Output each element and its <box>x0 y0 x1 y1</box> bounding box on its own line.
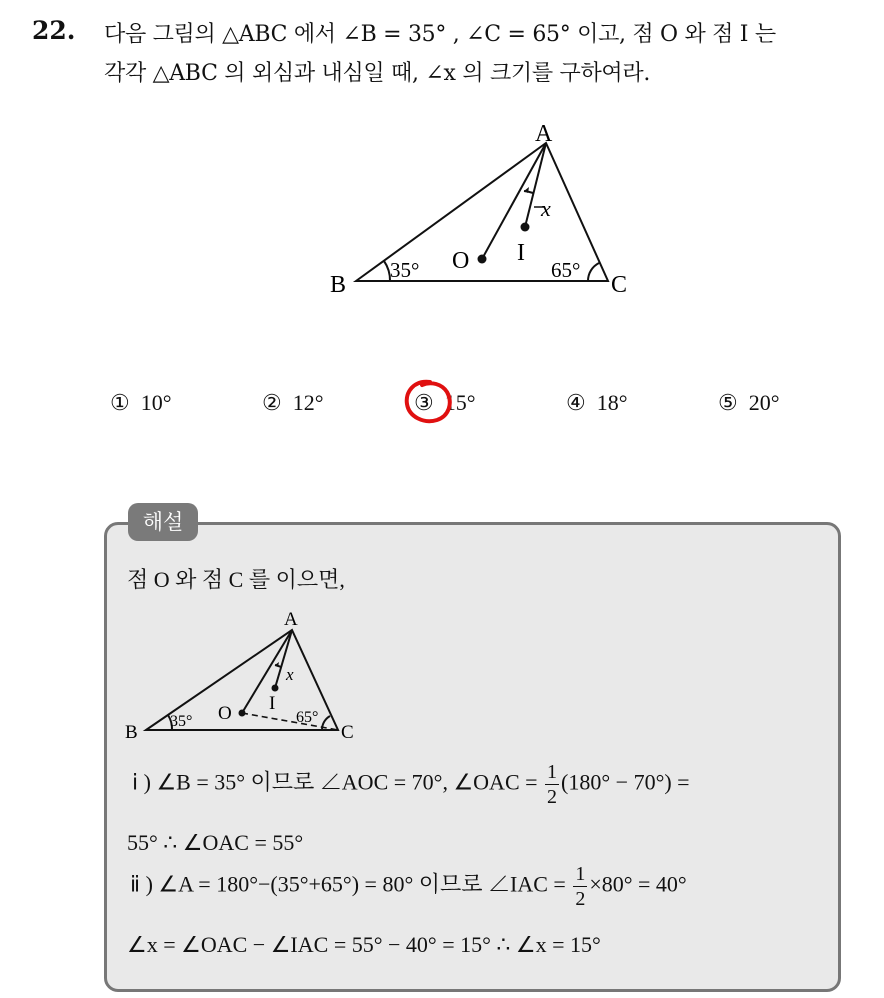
solution-step-2-suffix: ×80° = 40° <box>589 871 687 897</box>
solution-label-a: A <box>284 609 298 630</box>
choice-3-mark: ③ <box>414 390 434 415</box>
solution-label-i: I <box>269 693 276 714</box>
choice-1[interactable] <box>110 390 172 416</box>
angle-c-label: 65° <box>551 258 581 282</box>
solution-step-2-numerator: 1 <box>575 863 586 885</box>
solution-segment-ao <box>242 630 292 713</box>
choice-2[interactable] <box>262 390 324 416</box>
solution-label-c: C <box>341 722 354 743</box>
point-o <box>478 255 487 264</box>
label-x: x <box>541 196 551 221</box>
choice-4[interactable] <box>566 390 628 416</box>
choice-3-value: 15° <box>444 390 476 415</box>
solution-label-b: B <box>125 722 138 743</box>
answer-circle-mark <box>400 376 456 428</box>
solution-step-1 <box>132 762 690 807</box>
solution-step-1-denominator: 2 <box>547 786 558 808</box>
solution-step-2-fraction <box>573 864 587 909</box>
point-i <box>521 223 530 232</box>
choice-4-value: 18° <box>596 390 628 415</box>
solution-point-i <box>272 685 279 692</box>
solution-step-1-numerator: 1 <box>547 761 558 783</box>
choice-2-mark: ② <box>262 390 282 415</box>
label-i: I <box>517 240 525 266</box>
triangle-figure <box>320 115 650 305</box>
solution-step-3: ∠x = ∠OAC − ∠IAC = 55° − 40° = 15° ∴ ∠x = 15° <box>127 932 601 957</box>
choice-1-mark: ① <box>110 390 130 415</box>
choice-5-value: 20° <box>748 390 780 415</box>
solution-step-2 <box>130 864 687 909</box>
solution-step-2-prefix: ⅱ ) ∠A = 180°−(35°+65°) = 80° 이므로 ∠IAC = <box>130 871 566 897</box>
solution-step-1-prefix: ⅰ ) ∠B = 35° 이므로 ∠AOC = 70°, ∠OAC = <box>132 769 538 795</box>
question-number: 22. <box>32 16 76 45</box>
solution-step-1-suffix: (180° − 70°) = <box>561 769 690 795</box>
label-b: B <box>330 272 347 298</box>
solution-angle-c-label: 65° <box>296 709 319 726</box>
question-text-line-1: 다음 그림의 △ABC 에서 ∠B = 35° , ∠C = 65° 이고, 점 O 와 점 I 는 <box>104 22 776 47</box>
solution-angle-b-label: 35° <box>170 713 193 730</box>
choice-4-mark: ④ <box>566 390 586 415</box>
solution-tab: 해설 <box>128 503 198 541</box>
segment-ao <box>482 143 546 259</box>
angle-b-label: 35° <box>390 258 420 282</box>
choice-1-value: 10° <box>140 390 172 415</box>
solution-intro: 점 O 와 점 C 를 이으면, <box>127 567 345 592</box>
choice-2-value: 12° <box>292 390 324 415</box>
question-text-line-2: 각각 △ABC 의 외심과 내심일 때, ∠x 의 크기를 구하여라. <box>104 61 651 86</box>
solution-step-2-denominator: 2 <box>575 888 586 910</box>
label-c: C <box>611 272 628 298</box>
label-a: A <box>535 121 553 147</box>
choice-5[interactable] <box>718 390 780 416</box>
label-o: O <box>452 248 470 274</box>
solution-point-o <box>239 710 246 717</box>
solution-step-1-line-2: 55° ∴ ∠OAC = 55° <box>127 830 304 855</box>
solution-triangle-figure <box>120 605 370 745</box>
choice-5-mark: ⑤ <box>718 390 738 415</box>
solution-step-1-fraction <box>545 762 559 807</box>
solution-label-x: x <box>286 665 294 684</box>
solution-label-o: O <box>218 703 232 724</box>
angle-c-arc <box>588 263 599 281</box>
